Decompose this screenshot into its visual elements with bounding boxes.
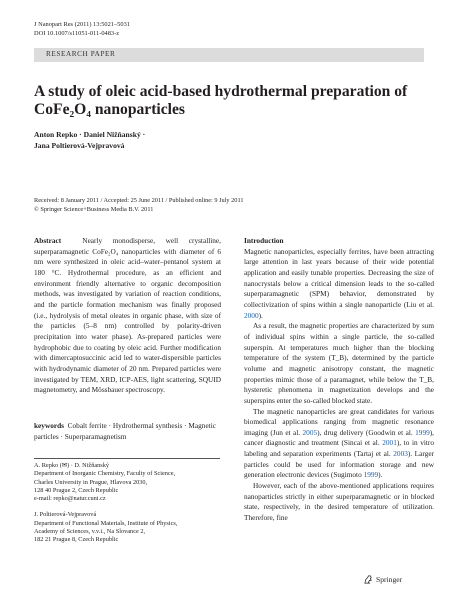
- paper-title: A study of oleic acid-based hydrothermal preparation of CoFe₂O₄ nanoparticles: [34, 83, 408, 118]
- keywords: [34, 421, 221, 442]
- author-list: [34, 129, 334, 151]
- affiliation-2-line: Department of Functional Materials, Institute of Physics,: [34, 519, 178, 527]
- publisher-logo: [363, 574, 402, 585]
- springer-horse-icon: [363, 574, 374, 585]
- introduction-heading: Introduction: [244, 236, 284, 245]
- citation-link[interactable]: 2001: [382, 438, 397, 448]
- publisher-name: Springer: [376, 575, 403, 584]
- affiliation-1-line: Charles University in Prague, Hlavova 2030,: [34, 478, 148, 486]
- dates-line: Received: 8 January 2011 / Accepted: 25 June 2011 / Published online: 9 July 2011: [34, 197, 244, 204]
- citation-link[interactable]: 1999: [363, 470, 379, 480]
- affiliation-2-line: Academy of Sciences, v.v.i., Na Slovance 2,: [34, 528, 146, 536]
- citation-link[interactable]: 2003: [393, 449, 408, 459]
- affiliation-1-line: Department of Inorganic Chemistry, Faculty of Science,: [34, 470, 176, 478]
- journal-doi: DOI 10.1007/s11051-011-0483-z: [34, 30, 120, 37]
- publication-dates: [34, 197, 434, 214]
- affiliation-1-names: A. Repko (✉) · D. Nižňanský: [34, 462, 110, 469]
- keywords-heading: keywords: [34, 421, 64, 430]
- abstract: [34, 236, 221, 396]
- authors-line-1: Anton Repko · Daniel Nižňanský ·: [34, 130, 146, 139]
- footnote-divider: [34, 458, 220, 459]
- abstract-heading: Abstract: [34, 236, 62, 245]
- journal-reference: [34, 20, 130, 38]
- introduction-column: [244, 236, 434, 524]
- affiliation-2-names: J. Poltierová-Vejpravová: [34, 511, 97, 519]
- abstract-text: Nearly monodisperse, well crystalline, superparamagnetic CoFe₂O₄ nanoparticles with diameter of 6 nm were synthesized in oleic acid–water–pentanol system at 180 °C. Hydrothermal procedure, as an efficient and environment friendly alternative to organic decomposition methods, was investigated by variation of reaction conditions, and the particle formation mechanism was finally proposed (i.e., hydrolysis of metal oleates in organic phase, with size of the particles (5–8 nm) controlled by polarity-driven precipitation into water phase). As-prepared particles were hydrophobic due to coating by oleic acid. Further modification with dimercaptosuccinic acid led to water-dispersible particles with hydrodynamic diameter of 20 nm. Prepared particles were investigated by TEM, XRD, ICP-AES, light scattering, SQUID magnetometry, and Mössbauer spectroscopy.: [34, 236, 221, 395]
- citation-link[interactable]: 1999: [415, 427, 430, 437]
- citation-link[interactable]: 2000: [244, 310, 259, 320]
- section-label: RESEARCH PAPER: [46, 50, 116, 58]
- section-band: [34, 48, 424, 62]
- intro-paragraph-2: As a result, the magnetic properties are characterized by sum of individual spins within a single particle, the so-called superspin. At temperatures much higher than the blocking temperature of the system (T_B), determined by the particle volume and magnetic anisotropy constant, the magnetic properties mimic those of a paramagnet, while below the T_B, hysteretic phenomena in magnetization develops and the superspins enter the so-called blocked state.: [244, 321, 434, 405]
- keywords-text: Cobalt ferrite · Hydrothermal synthesis · Magnetic particles · Superparamagnetism: [34, 421, 216, 441]
- intro-paragraph-3: The magnetic nanoparticles are great candidates for various biomedical applications ranging from magnetic resonance imaging (Jun et al. 2005), drug delivery (Goodwin et al. 1999), cancer diagnostic and treatment (Sincai et al. 2001), to in vitro labeling and separation experiments (Tartaj et al. 2003). Larger particles could be used for information storage and new generation electronic devices (Sugimoto 1999).: [244, 406, 434, 480]
- intro-paragraph-1: Magnetic nanoparticles, especially ferrites, have been attracting large attention in last years because of their wide potential application and easily tunable properties. Decreasing the size of nanocrystals below a critical dimension leads to the so-called superparamagnetic (SPM) behavior, demonstrated by collectivization of spins within a single nanoparticle (Liu et al. 2000).: [244, 246, 434, 320]
- affiliation-1-email: e-mail: repko@natur.cuni.cz: [34, 495, 106, 503]
- affiliations: [34, 462, 221, 545]
- authors-line-2: Jana Poltierová-Vejpravová: [34, 141, 125, 150]
- copyright-line: © Springer Science+Business Media B.V. 2011: [34, 205, 154, 213]
- citation-link[interactable]: 2005: [302, 427, 318, 437]
- affiliation-2-line: 182 21 Prague 8, Czech Republic: [34, 536, 119, 544]
- journal-citation: J Nanopart Res (2011) 13:5021–5031: [34, 21, 130, 28]
- affiliation-1-line: 128 40 Prague 2, Czech Republic: [34, 486, 119, 494]
- intro-paragraph-4: However, each of the above-mentioned applications requires nanoparticles strictly in either superparamagnetic or in blocked state, respectively, in the desired temperature of utilization. Therefore, fine: [244, 481, 434, 523]
